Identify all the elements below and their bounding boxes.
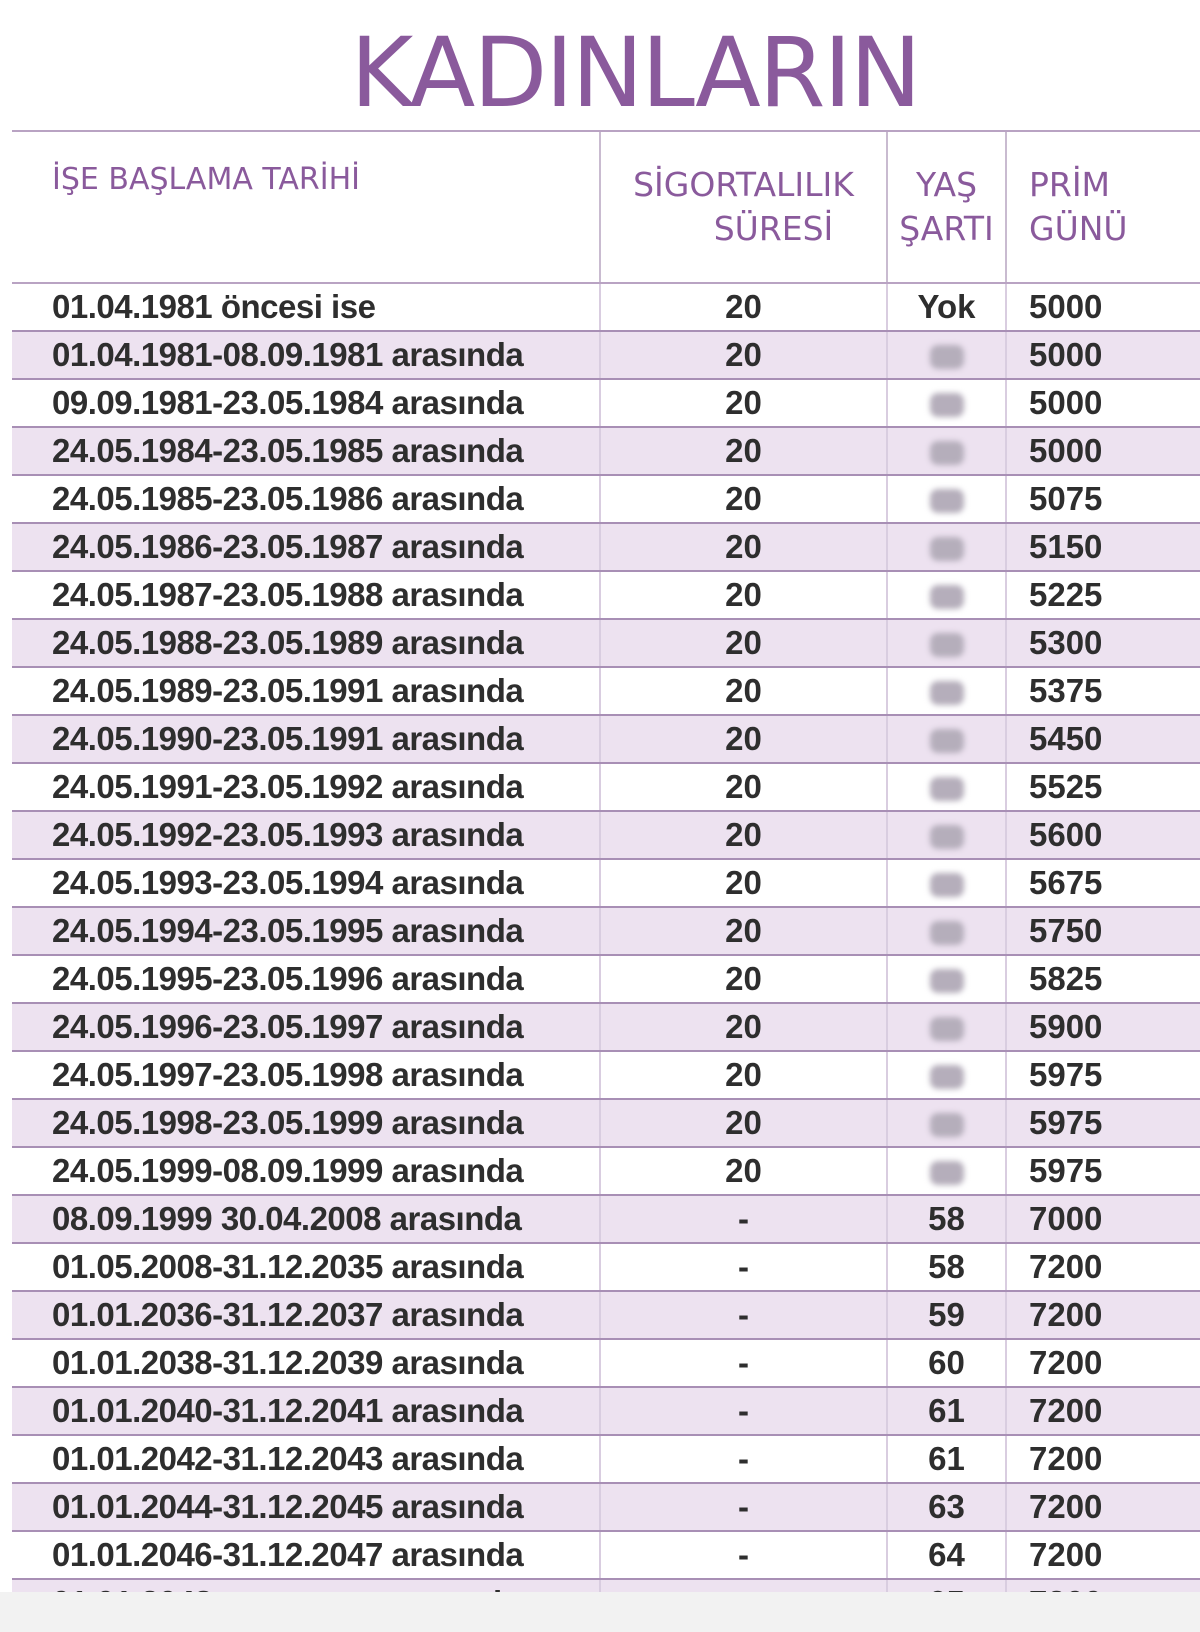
cell-premium-days: 5600 — [1006, 811, 1200, 859]
cell-age-requirement — [887, 955, 1006, 1003]
table-header-row — [12, 131, 1200, 283]
cell-premium-days: 5225 — [1006, 571, 1200, 619]
redacted-age-blur — [930, 777, 964, 801]
cell-start-date: 24.05.1987-23.05.1988 arasında — [12, 571, 600, 619]
table-row — [12, 1243, 1200, 1291]
cell-age-requirement — [887, 427, 1006, 475]
redacted-age-blur — [930, 729, 964, 753]
table-row — [12, 1195, 1200, 1243]
cell-start-date: 01.01.2042-31.12.2043 arasında — [12, 1435, 600, 1483]
cell-age-requirement: 61 — [887, 1387, 1006, 1435]
cell-insurance-period: 20 — [600, 955, 887, 1003]
cell-start-date: 01.01.2036-31.12.2037 arasında — [12, 1291, 600, 1339]
cell-start-date: 24.05.1986-23.05.1987 arasında — [12, 523, 600, 571]
redacted-age-blur — [930, 585, 964, 609]
table-row — [12, 1531, 1200, 1579]
cell-insurance-period: - — [600, 1483, 887, 1531]
table-row — [12, 1339, 1200, 1387]
cell-insurance-period: 20 — [600, 715, 887, 763]
cell-start-date: 24.05.1993-23.05.1994 arasında — [12, 859, 600, 907]
cell-age-requirement — [887, 379, 1006, 427]
cell-insurance-period: 20 — [600, 1147, 887, 1195]
cell-insurance-period: 20 — [600, 571, 887, 619]
cell-age-requirement — [887, 859, 1006, 907]
cell-premium-days: 5000 — [1006, 379, 1200, 427]
cell-start-date: 01.01.2040-31.12.2041 arasında — [12, 1387, 600, 1435]
cell-start-date: 01.04.1981-08.09.1981 arasında — [12, 331, 600, 379]
table-row — [12, 331, 1200, 379]
cell-age-requirement — [887, 523, 1006, 571]
cell-premium-days: 7200 — [1006, 1339, 1200, 1387]
redacted-age-blur — [930, 681, 964, 705]
cell-insurance-period: - — [600, 1243, 887, 1291]
cell-age-requirement — [887, 571, 1006, 619]
cell-premium-days: 5975 — [1006, 1147, 1200, 1195]
cell-premium-days: 5375 — [1006, 667, 1200, 715]
redacted-age-blur — [930, 633, 964, 657]
cell-insurance-period: 20 — [600, 907, 887, 955]
cell-insurance-period: - — [600, 1531, 887, 1579]
redacted-age-blur — [930, 345, 964, 369]
table-row — [12, 1099, 1200, 1147]
cell-premium-days: 5525 — [1006, 763, 1200, 811]
cell-start-date: 24.05.1991-23.05.1992 arasında — [12, 763, 600, 811]
header-age-line2: ŞARTI — [899, 209, 994, 248]
table-row — [12, 283, 1200, 331]
cell-start-date: 24.05.1997-23.05.1998 arasında — [12, 1051, 600, 1099]
header-start-date — [12, 131, 600, 283]
cell-premium-days: 5975 — [1006, 1099, 1200, 1147]
cell-age-requirement — [887, 1147, 1006, 1195]
cell-insurance-period: 20 — [600, 667, 887, 715]
cell-insurance-period: - — [600, 1339, 887, 1387]
header-premium-days — [1006, 131, 1200, 283]
cell-age-requirement: 63 — [887, 1483, 1006, 1531]
cell-premium-days: 5000 — [1006, 427, 1200, 475]
cell-premium-days: 5000 — [1006, 283, 1200, 331]
cell-insurance-period: 20 — [600, 1099, 887, 1147]
table-row — [12, 1147, 1200, 1195]
redacted-age-blur — [930, 441, 964, 465]
table-row — [12, 955, 1200, 1003]
cell-premium-days: 5825 — [1006, 955, 1200, 1003]
cell-age-requirement: 58 — [887, 1195, 1006, 1243]
cell-insurance-period: 20 — [600, 811, 887, 859]
cell-age-requirement: 58 — [887, 1243, 1006, 1291]
cell-age-requirement — [887, 1003, 1006, 1051]
cell-premium-days: 5900 — [1006, 1003, 1200, 1051]
cell-premium-days: 7200 — [1006, 1291, 1200, 1339]
redacted-age-blur — [930, 1113, 964, 1137]
cell-insurance-period: 20 — [600, 523, 887, 571]
cell-start-date: 01.04.1981 öncesi ise — [12, 283, 600, 331]
cell-start-date: 09.09.1981-23.05.1984 arasında — [12, 379, 600, 427]
cell-premium-days: 5675 — [1006, 859, 1200, 907]
table-row — [12, 1003, 1200, 1051]
table-row — [12, 907, 1200, 955]
header-premium-line1: PRİM — [1029, 165, 1111, 204]
cell-age-requirement — [887, 619, 1006, 667]
table-row — [12, 379, 1200, 427]
cell-premium-days: 7200 — [1006, 1531, 1200, 1579]
cell-age-requirement: 61 — [887, 1435, 1006, 1483]
cell-start-date: 08.09.1999 30.04.2008 arasında — [12, 1195, 600, 1243]
cell-premium-days: 5000 — [1006, 331, 1200, 379]
cell-start-date: 24.05.1995-23.05.1996 arasında — [12, 955, 600, 1003]
cell-start-date: 01.01.2046-31.12.2047 arasında — [12, 1531, 600, 1579]
table-row — [12, 619, 1200, 667]
cell-premium-days: 5300 — [1006, 619, 1200, 667]
cell-start-date: 01.05.2008-31.12.2035 arasında — [12, 1243, 600, 1291]
cell-age-requirement: 64 — [887, 1531, 1006, 1579]
cell-insurance-period: 20 — [600, 475, 887, 523]
cell-age-requirement — [887, 475, 1006, 523]
table-body — [12, 283, 1200, 1627]
redacted-age-blur — [930, 969, 964, 993]
page-title: KADINLARIN — [350, 17, 920, 129]
cell-start-date: 24.05.1990-23.05.1991 arasında — [12, 715, 600, 763]
cell-start-date: 24.05.1985-23.05.1986 arasında — [12, 475, 600, 523]
retirement-table — [12, 130, 1200, 1628]
cell-insurance-period: - — [600, 1291, 887, 1339]
cell-insurance-period: 20 — [600, 859, 887, 907]
redacted-age-blur — [930, 1161, 964, 1185]
cell-insurance-period: 20 — [600, 619, 887, 667]
cell-premium-days: 5075 — [1006, 475, 1200, 523]
cell-start-date: 24.05.1992-23.05.1993 arasında — [12, 811, 600, 859]
cell-age-requirement — [887, 1099, 1006, 1147]
header-start-date-label: İŞE BAŞLAMA TARİHİ — [52, 162, 361, 197]
redacted-age-blur — [930, 921, 964, 945]
cell-age-requirement — [887, 1051, 1006, 1099]
bottom-overlay — [0, 1592, 1200, 1632]
cell-start-date: 01.01.2038-31.12.2039 arasında — [12, 1339, 600, 1387]
cell-insurance-period: - — [600, 1435, 887, 1483]
cell-insurance-period: 20 — [600, 331, 887, 379]
cell-insurance-period: 20 — [600, 763, 887, 811]
table-row — [12, 427, 1200, 475]
cell-insurance-period: 20 — [600, 427, 887, 475]
cell-insurance-period: 20 — [600, 379, 887, 427]
redacted-age-blur — [930, 489, 964, 513]
header-age-requirement — [887, 131, 1006, 283]
cell-start-date: 24.05.1984-23.05.1985 arasında — [12, 427, 600, 475]
cell-age-requirement — [887, 715, 1006, 763]
cell-start-date: 24.05.1989-23.05.1991 arasında — [12, 667, 600, 715]
table-row — [12, 859, 1200, 907]
table-row — [12, 475, 1200, 523]
table-row — [12, 763, 1200, 811]
table-row — [12, 1051, 1200, 1099]
cell-insurance-period: - — [600, 1387, 887, 1435]
cell-start-date: 24.05.1999-08.09.1999 arasında — [12, 1147, 600, 1195]
cell-start-date: 24.05.1988-23.05.1989 arasında — [12, 619, 600, 667]
cell-start-date: 01.01.2044-31.12.2045 arasında — [12, 1483, 600, 1531]
cell-age-requirement — [887, 763, 1006, 811]
cell-start-date: 24.05.1996-23.05.1997 arasında — [12, 1003, 600, 1051]
table-row — [12, 715, 1200, 763]
header-insurance-line1: SİGORTALILIK — [633, 165, 854, 204]
redacted-age-blur — [930, 537, 964, 561]
table-row — [12, 523, 1200, 571]
cell-premium-days: 7200 — [1006, 1387, 1200, 1435]
cell-insurance-period: 20 — [600, 1003, 887, 1051]
table-row — [12, 1291, 1200, 1339]
cell-age-requirement: Yok — [887, 283, 1006, 331]
cell-premium-days: 5975 — [1006, 1051, 1200, 1099]
redacted-age-blur — [930, 393, 964, 417]
cell-insurance-period: - — [600, 1195, 887, 1243]
cell-premium-days: 5450 — [1006, 715, 1200, 763]
cell-premium-days: 5150 — [1006, 523, 1200, 571]
header-insurance-line2: SÜRESİ — [713, 209, 834, 248]
header-premium-line2: GÜNÜ — [1029, 209, 1128, 248]
cell-premium-days: 7000 — [1006, 1195, 1200, 1243]
cell-age-requirement — [887, 811, 1006, 859]
cell-age-requirement — [887, 667, 1006, 715]
redacted-age-blur — [930, 1017, 964, 1041]
table-row — [12, 811, 1200, 859]
header-insurance-period — [600, 131, 887, 283]
cell-age-requirement: 59 — [887, 1291, 1006, 1339]
table-row — [12, 1387, 1200, 1435]
cell-premium-days: 7200 — [1006, 1483, 1200, 1531]
cell-insurance-period: 20 — [600, 1051, 887, 1099]
cell-premium-days: 7200 — [1006, 1243, 1200, 1291]
redacted-age-blur — [930, 873, 964, 897]
redacted-age-blur — [930, 1065, 964, 1089]
cell-premium-days: 7200 — [1006, 1435, 1200, 1483]
cell-age-requirement: 60 — [887, 1339, 1006, 1387]
cell-start-date: 24.05.1994-23.05.1995 arasında — [12, 907, 600, 955]
table-row — [12, 1483, 1200, 1531]
cell-age-requirement — [887, 907, 1006, 955]
table-row — [12, 667, 1200, 715]
table-row — [12, 1435, 1200, 1483]
header-age-line1: YAŞ — [915, 165, 978, 204]
cell-insurance-period: 20 — [600, 283, 887, 331]
table-row — [12, 571, 1200, 619]
cell-start-date: 24.05.1998-23.05.1999 arasında — [12, 1099, 600, 1147]
redacted-age-blur — [930, 825, 964, 849]
cell-age-requirement — [887, 331, 1006, 379]
cell-premium-days: 5750 — [1006, 907, 1200, 955]
